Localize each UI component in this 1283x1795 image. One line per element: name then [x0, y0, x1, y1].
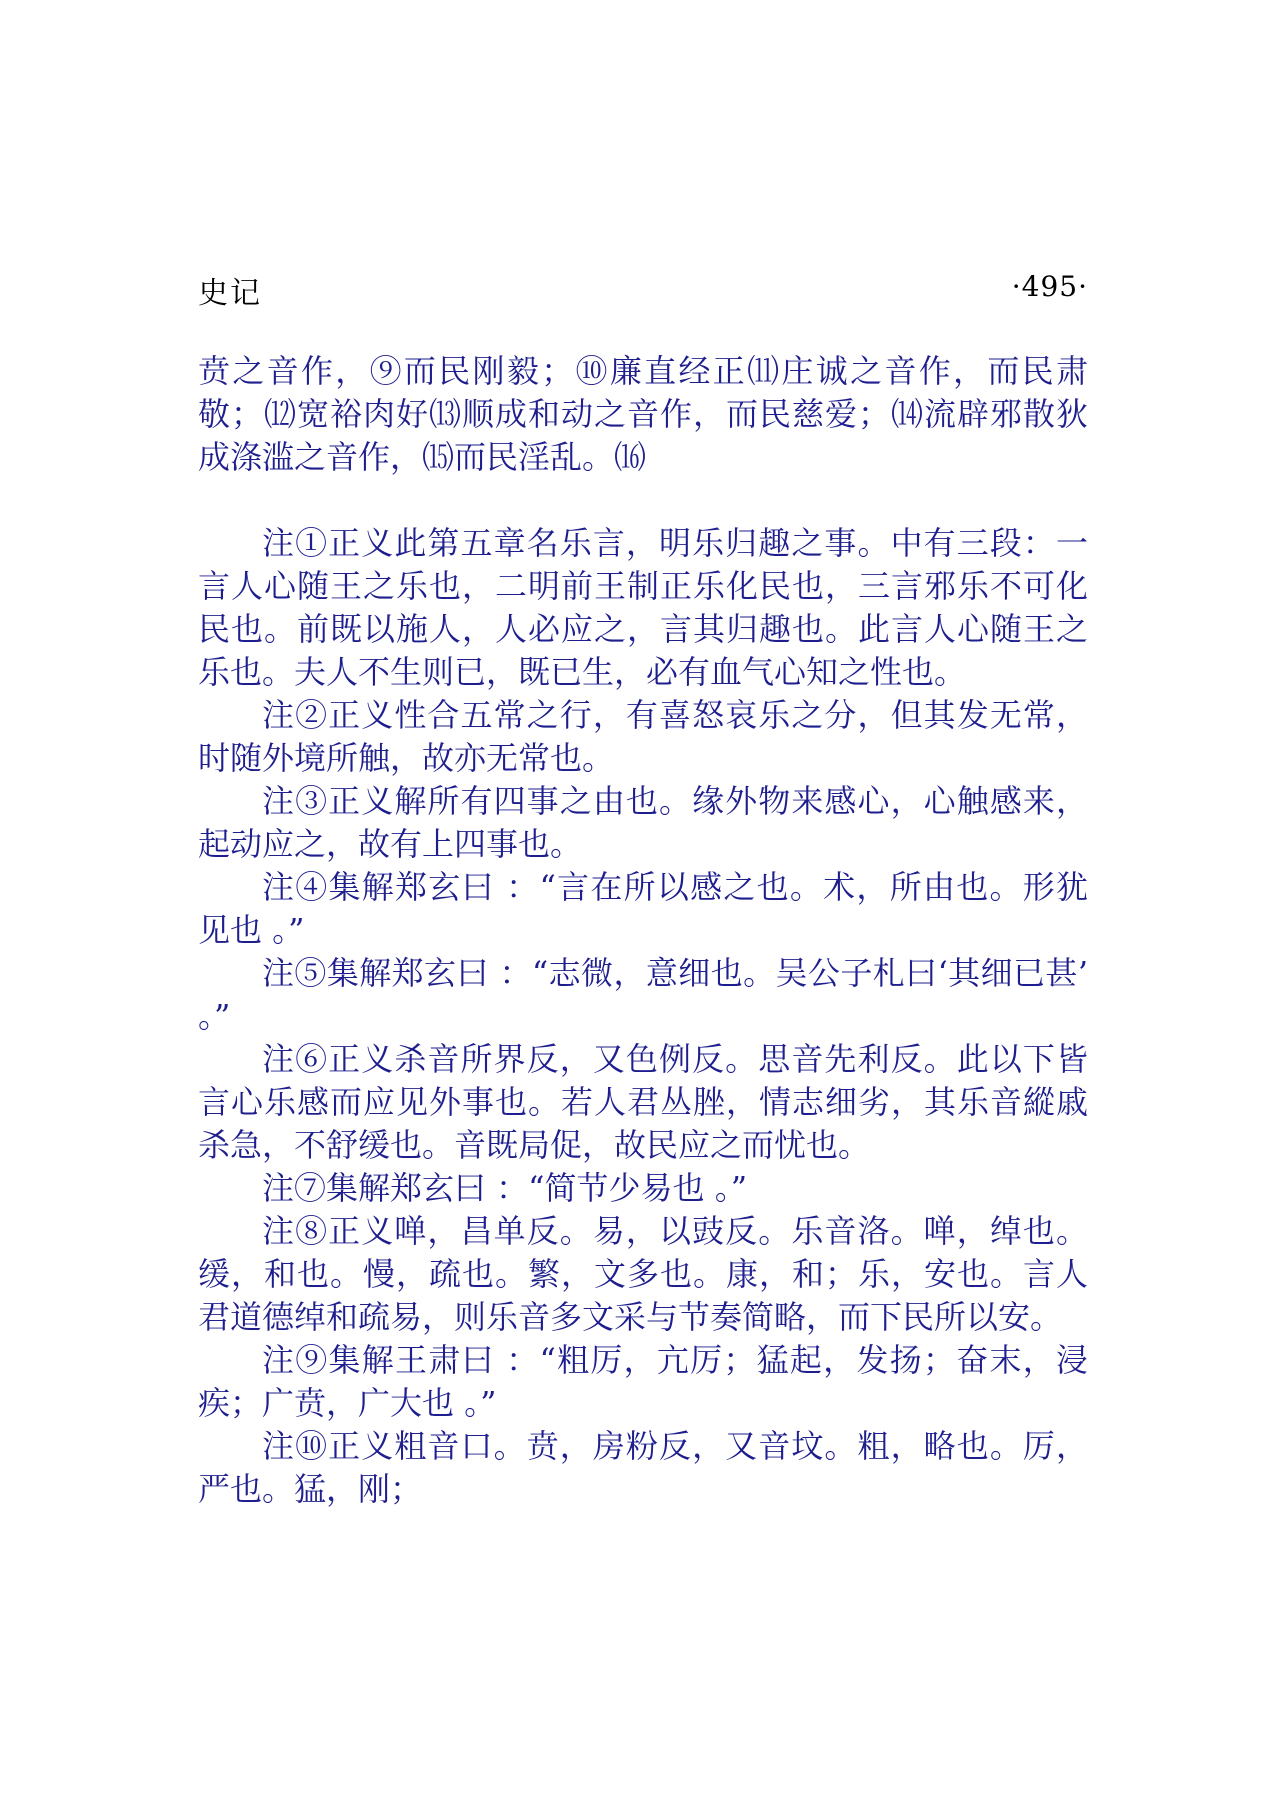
note-9: 注⑨集解王肃曰 ：“粗厉，亢厉；猛起，发扬；奋末，浸疾；广贲，广大也 。”: [198, 1341, 1088, 1422]
note-5: 注⑤集解郑玄曰 ：“志微，意细也。吴公子札曰‘其细已甚’ 。”: [198, 954, 1088, 1035]
note-10: 注⑩正义粗音口。贲，房粉反，又音坟。粗，略也。厉，严也。猛，刚；: [198, 1427, 1088, 1508]
note-1: 注①正义此第五章名乐言，明乐归趣之事。中有三段：一言人心随王之乐也，二明前王制正乐化民也，三言邪乐不可化民也。前既以施人，人必应之，言其归趣也。此言人心随王之乐也。夫人不生则已，既已生，必有血气心知之性也。: [198, 524, 1088, 691]
note-8: 注⑧正义啴，昌单反。易，以豉反。乐音洛。啴，绰也。缓，和也。慢，疏也。繁，文多也。康，和；乐，安也。言人君道德绰和疏易，则乐音多文采与节奏简略，而下民所以安。: [198, 1212, 1088, 1336]
note-2: 注②正义性合五常之行，有喜怒哀乐之分，但其发无常，时随外境所触，故亦无常也。: [198, 696, 1088, 777]
note-6: 注⑥正义杀音所界反，又色例反。思音先利反。此以下皆言心乐感而应见外事也。若人君丛脞，情志细劣，其乐音縱戚杀急，不舒缓也。音既局促，故民应之而忧也。: [198, 1040, 1088, 1164]
page-header: [198, 268, 1088, 312]
book-title: 史记: [198, 276, 262, 311]
note-4: 注④集解郑玄曰 ：“言在所以感之也。术，所由也。形犹见也 。”: [198, 868, 1088, 949]
page-body: [198, 350, 1088, 1511]
main-text-paragraph: 贲之音作，⑨而民刚毅；⑩廉直经正⑾庄诚之音作，而民肃敬；⑿宽裕肉好⒀顺成和动之音作，而民慈爱；⒁流辟邪散狄成涤滥之音作，⒂而民淫乱。⒃: [198, 352, 1088, 476]
note-7: 注⑦集解郑玄曰 ：“简节少易也 。”: [262, 1169, 748, 1207]
note-3: 注③正义解所有四事之由也。缘外物来感心，心触感来，起动应之，故有上四事也。: [198, 782, 1088, 863]
page-number: ·495·: [1011, 270, 1088, 303]
